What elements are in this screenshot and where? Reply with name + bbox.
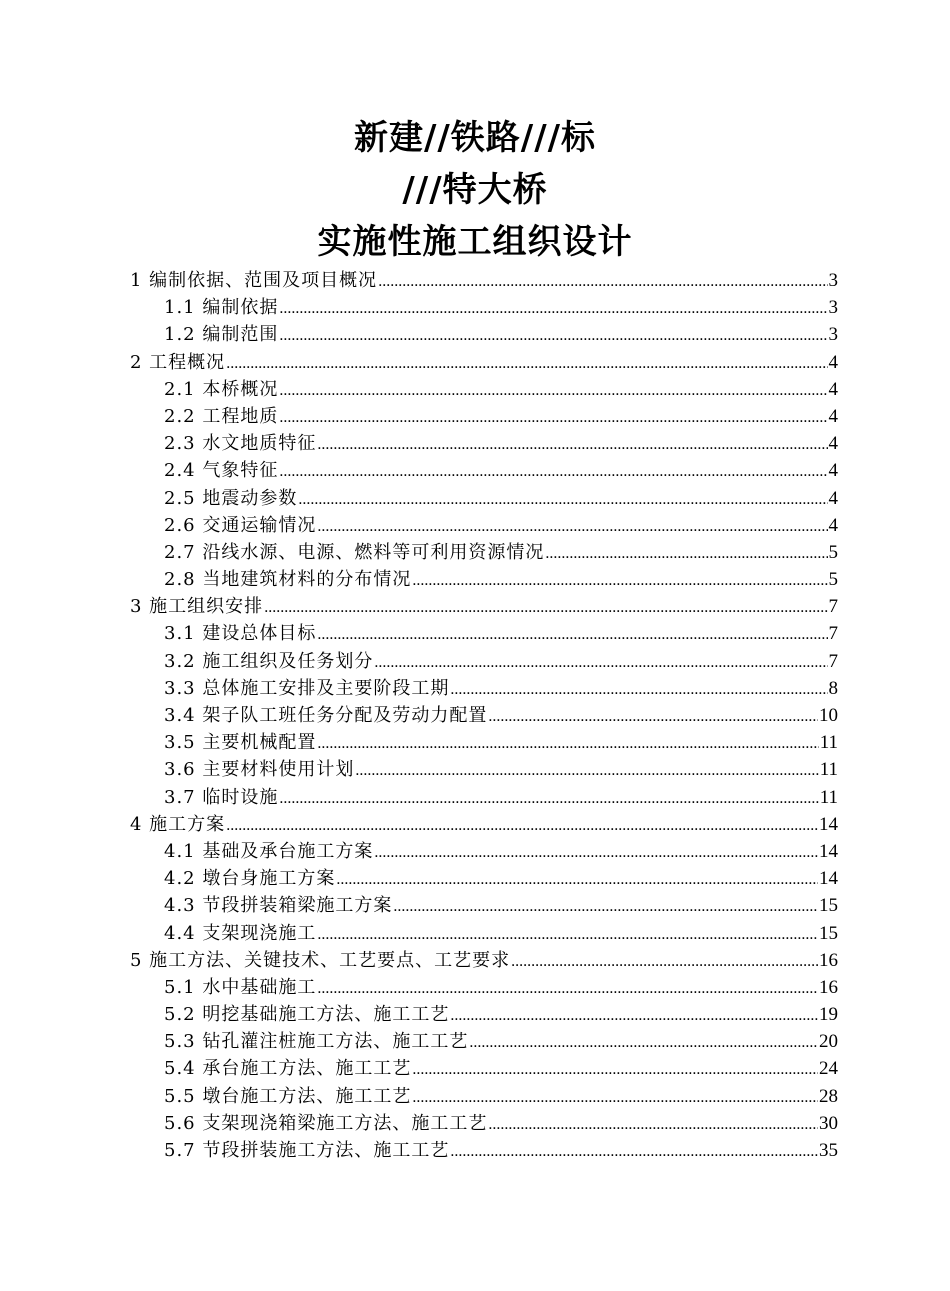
toc-entry-label: 2.5 地震动参数	[164, 487, 298, 509]
toc-entry-page-number: 4	[828, 460, 838, 482]
toc-entry[interactable]	[130, 457, 838, 484]
title-line-1: 新建//铁路///标	[353, 118, 597, 158]
toc-entry-label: 2.4 气象特征	[164, 460, 279, 482]
toc-dot-leader	[279, 785, 818, 812]
toc-entry-label: 3.6 主要材料使用计划	[164, 759, 355, 781]
toc-entry-page-number: 5	[828, 541, 838, 563]
toc-entry-page-number: 16	[819, 976, 838, 998]
toc-entry-label: 5.5 墩台施工方法、施工工艺	[164, 1085, 412, 1107]
toc-dot-leader	[279, 458, 827, 485]
toc-entry-page-number: 4	[828, 351, 838, 373]
toc-entry[interactable]	[130, 1083, 838, 1110]
title-line-3: 实施性施工组织设计	[317, 222, 633, 262]
toc-dot-leader	[378, 268, 827, 295]
toc-entry-page-number: 7	[828, 650, 838, 672]
toc-entry-label: 3.3 总体施工安排及主要阶段工期	[164, 677, 450, 699]
toc-entry-page-number: 30	[819, 1112, 838, 1134]
toc-entry-page-number: 19	[819, 1004, 838, 1026]
toc-entry-page-number: 11	[819, 786, 838, 808]
toc-entry[interactable]	[130, 865, 838, 892]
toc-dot-leader	[511, 948, 818, 975]
toc-dot-leader	[336, 866, 818, 893]
toc-entry[interactable]	[130, 321, 838, 348]
toc-entry[interactable]	[130, 403, 838, 430]
toc-entry-page-number: 24	[819, 1058, 838, 1080]
document-title	[0, 112, 950, 268]
toc-entry-label: 2.8 当地建筑材料的分布情况	[164, 569, 412, 591]
toc-entry[interactable]	[130, 294, 838, 321]
toc-entry-label: 5.3 钻孔灌注桩施工方法、施工工艺	[164, 1031, 469, 1053]
toc-entry[interactable]	[130, 539, 838, 566]
toc-entry-page-number: 11	[819, 732, 838, 754]
toc-dot-leader	[374, 839, 818, 866]
toc-entry-label: 5.6 支架现浇箱梁施工方法、施工工艺	[164, 1112, 488, 1134]
toc-entry-label: 5.4 承台施工方法、施工工艺	[164, 1058, 412, 1080]
toc-entry-label: 3.4 架子队工班任务分配及劳动力配置	[164, 705, 488, 726]
toc-dot-leader	[412, 1084, 818, 1111]
toc-entry[interactable]	[130, 702, 838, 729]
toc-dot-leader	[469, 1029, 818, 1056]
toc-entry-label: 4.3 节段拼装箱梁施工方案	[164, 895, 393, 917]
toc-entry[interactable]	[130, 1055, 838, 1082]
toc-entry-page-number: 3	[828, 297, 838, 319]
toc-entry-page-number: 7	[828, 623, 838, 645]
toc-entry-page-number: 14	[819, 868, 838, 890]
toc-entry-page-number: 4	[828, 378, 838, 400]
toc-entry-label: 3.2 施工组织及任务划分	[164, 650, 374, 672]
toc-dot-leader	[317, 431, 827, 458]
toc-entry[interactable]	[130, 566, 838, 593]
toc-entry-page-number: 15	[819, 895, 838, 917]
toc-dot-leader	[412, 567, 827, 594]
toc-entry-label: 5.1 水中基础施工	[164, 976, 317, 998]
toc-entry-page-number: 3	[828, 324, 838, 346]
toc-dot-leader	[317, 730, 818, 757]
toc-entry-page-number: 4	[828, 514, 838, 536]
toc-dot-leader	[450, 1138, 818, 1165]
toc-entry-label: 2.6 交通运输情况	[164, 514, 317, 536]
toc-dot-leader	[393, 893, 818, 920]
toc-entry[interactable]	[130, 1028, 838, 1055]
toc-entry[interactable]	[130, 920, 838, 947]
toc-dot-leader	[488, 703, 818, 730]
toc-entry-label: 1.1 编制依据	[164, 297, 279, 319]
toc-entry-page-number: 35	[819, 1140, 838, 1161]
toc-entry-label: 4.2 墩台身施工方案	[164, 868, 336, 890]
toc-entry-page-number: 3	[828, 270, 838, 291]
toc-entry[interactable]	[130, 729, 838, 756]
toc-dot-leader	[374, 649, 827, 676]
toc-dot-leader	[317, 975, 818, 1002]
toc-entry[interactable]	[130, 485, 838, 512]
toc-entry-page-number: 4	[828, 405, 838, 427]
toc-dot-leader	[279, 377, 827, 404]
toc-entry-label: 2 工程概况	[130, 351, 226, 373]
toc-entry[interactable]	[130, 593, 838, 620]
toc-entry-label: 2.7 沿线水源、电源、燃料等可利用资源情况	[164, 541, 545, 563]
toc-dot-leader	[279, 295, 827, 322]
toc-entry-label: 3.7 临时设施	[164, 786, 279, 808]
toc-dot-leader	[317, 621, 827, 648]
toc-dot-leader	[355, 757, 818, 784]
toc-entry-label: 2.3 水文地质特征	[164, 433, 317, 455]
title-line-2: ///特大桥	[402, 170, 548, 210]
toc-dot-leader	[450, 1002, 818, 1029]
toc-entry[interactable]	[130, 430, 838, 457]
toc-entry-page-number: 14	[819, 813, 838, 835]
toc-entry[interactable]	[130, 1137, 838, 1164]
toc-entry[interactable]	[130, 974, 838, 1001]
toc-entry-page-number: 5	[828, 569, 838, 591]
toc-entry-page-number: 4	[828, 433, 838, 455]
toc-dot-leader	[488, 1111, 818, 1138]
toc-entry-label: 1 编制依据、范围及项目概况	[130, 270, 378, 291]
toc-entry[interactable]	[130, 1110, 838, 1137]
toc-entry-page-number: 8	[828, 677, 838, 699]
toc-dot-leader	[226, 350, 827, 377]
toc-entry-page-number: 15	[819, 922, 838, 944]
toc-entry[interactable]	[130, 349, 838, 376]
toc-entry[interactable]	[130, 648, 838, 675]
toc-entry-label: 4.1 基础及承台施工方案	[164, 840, 374, 862]
toc-entry[interactable]	[130, 512, 838, 539]
toc-entry-label: 3 施工组织安排	[130, 596, 264, 618]
toc-dot-leader	[317, 921, 818, 948]
toc-entry-page-number: 10	[819, 705, 838, 726]
toc-entry-page-number: 16	[819, 949, 838, 971]
toc-dot-leader	[226, 812, 818, 839]
toc-entry[interactable]	[130, 1001, 838, 1028]
toc-entry-label: 2.2 工程地质	[164, 405, 279, 427]
toc-dot-leader	[298, 486, 827, 513]
toc-entry[interactable]	[130, 838, 838, 865]
toc-entry[interactable]	[130, 675, 838, 702]
toc-dot-leader	[279, 404, 827, 431]
toc-dot-leader	[412, 1056, 818, 1083]
toc-entry-page-number: 11	[819, 759, 838, 781]
toc-entry-label: 3.5 主要机械配置	[164, 732, 317, 754]
toc-dot-leader	[279, 322, 827, 349]
toc-entry[interactable]	[130, 892, 838, 919]
toc-entry[interactable]	[130, 620, 838, 647]
toc-entry[interactable]	[130, 784, 838, 811]
toc-dot-leader	[545, 540, 827, 567]
toc-entry-label: 5.2 明挖基础施工方法、施工工艺	[164, 1004, 450, 1026]
toc-entry[interactable]	[130, 267, 838, 294]
toc-entry-page-number: 4	[828, 487, 838, 509]
toc-entry[interactable]	[130, 947, 838, 974]
toc-dot-leader	[317, 513, 827, 540]
toc-entry-label: 4.4 支架现浇施工	[164, 922, 317, 944]
toc-entry-label: 2.1 本桥概况	[164, 378, 279, 400]
toc-entry-page-number: 7	[828, 596, 838, 618]
toc-dot-leader	[264, 594, 827, 621]
table-of-contents	[130, 267, 838, 1164]
toc-entry-label: 3.1 建设总体目标	[164, 623, 317, 645]
toc-entry[interactable]	[130, 376, 838, 403]
toc-entry-page-number: 20	[819, 1031, 838, 1053]
toc-entry-page-number: 28	[819, 1085, 838, 1107]
toc-entry-page-number: 14	[819, 840, 838, 862]
toc-dot-leader	[450, 676, 827, 703]
toc-entry-label: 5 施工方法、关键技术、工艺要点、工艺要求	[130, 949, 511, 971]
toc-entry-label: 5.7 节段拼装施工方法、施工工艺	[164, 1140, 450, 1161]
toc-entry-label: 1.2 编制范围	[164, 324, 279, 346]
toc-entry[interactable]	[130, 811, 838, 838]
toc-entry-label: 4 施工方案	[130, 813, 226, 835]
toc-entry[interactable]	[130, 756, 838, 783]
